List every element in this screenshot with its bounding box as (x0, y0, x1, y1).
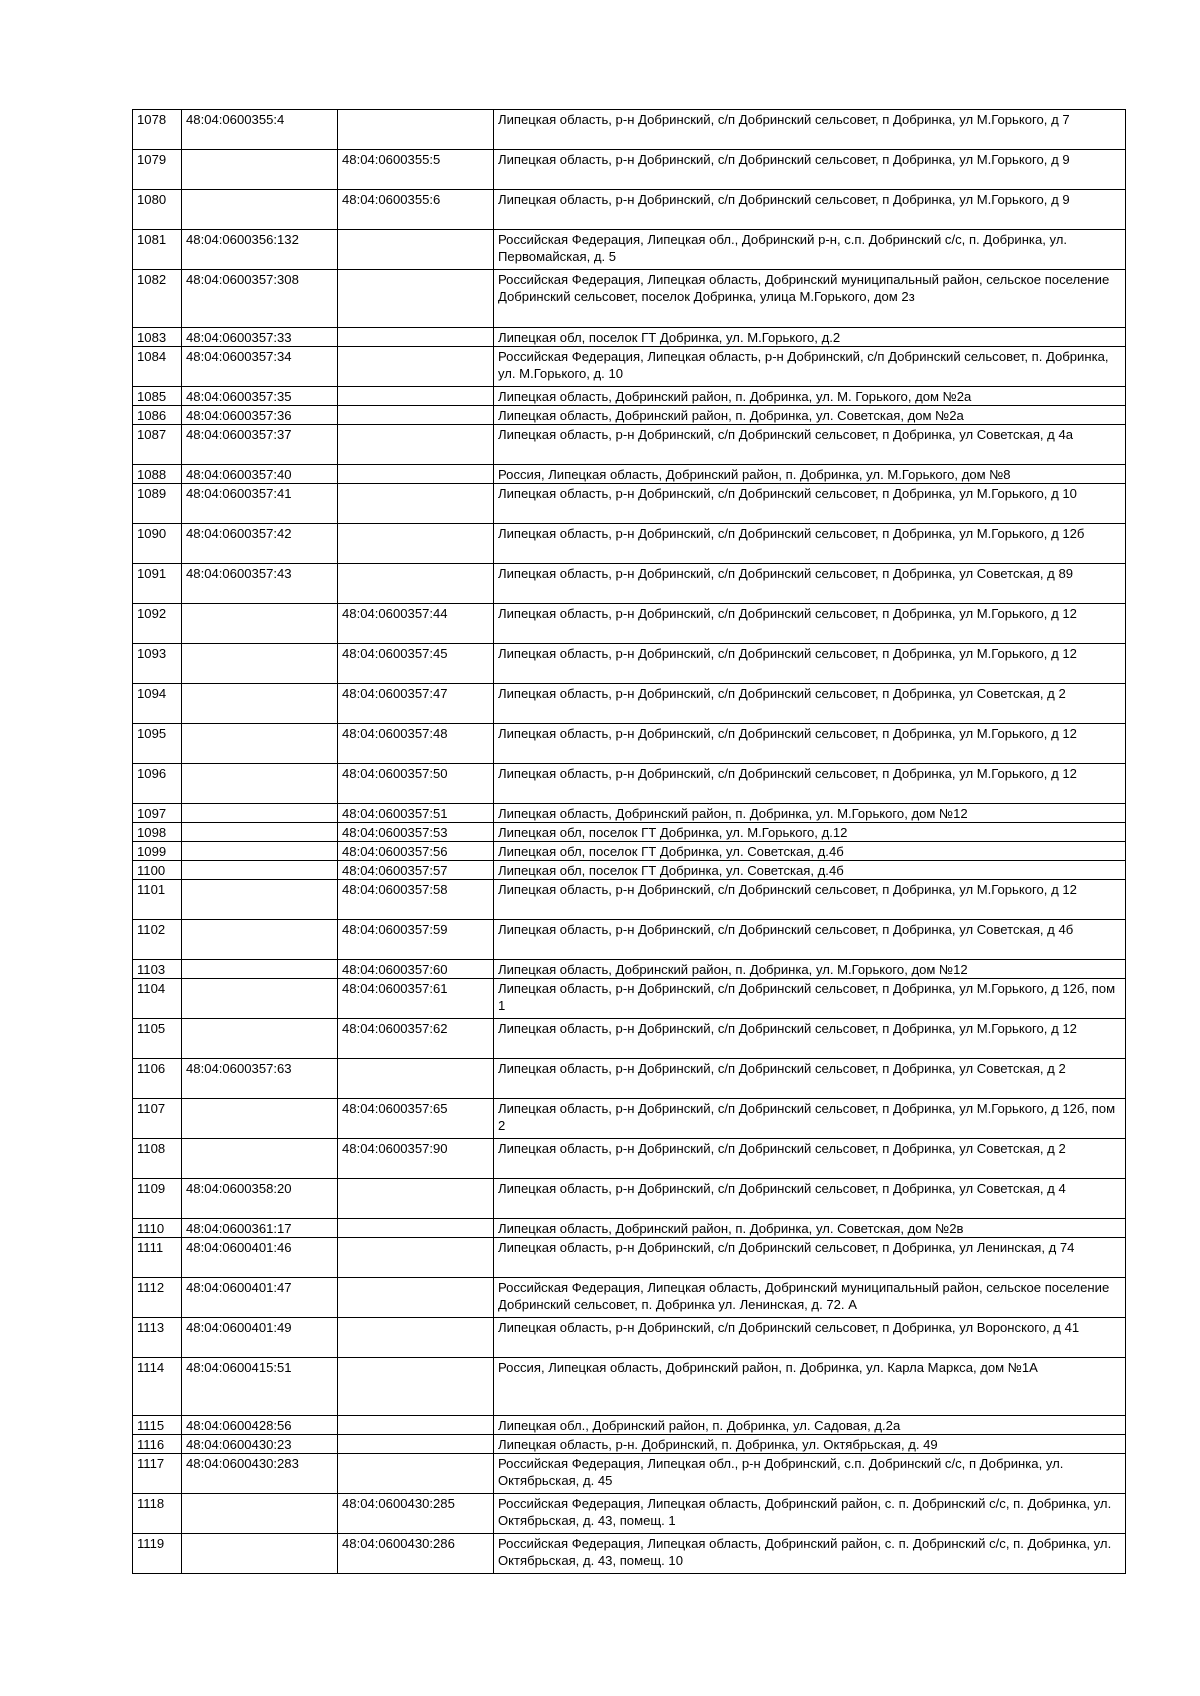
table-row (133, 347, 1126, 387)
linked-cadastral-number-cell (338, 1416, 494, 1435)
linked-cadastral-number-cell (338, 1454, 494, 1494)
cadastral-number-cell (182, 764, 338, 804)
linked-cadastral-number-cell (338, 1435, 494, 1454)
table-row (133, 1278, 1126, 1318)
cadastral-number-cell: 48:04:0600401:47 (182, 1278, 338, 1318)
table-row (133, 1454, 1126, 1494)
cadastral-number-cell (182, 644, 338, 684)
row-number-cell: 1096 (133, 764, 182, 804)
address-cell: Липецкая область, р-н Добринский, с/п Добринский сельсовет, п Добринка, ул М.Горького, д 12 (494, 724, 1126, 764)
address-cell: Российская Федерация, Липецкая область, Добринский муниципальный район, сельское поселение Добринский сельсовет, поселок Добринка, улица М.Горького, дом 2з (494, 270, 1126, 328)
address-cell: Липецкая область, р-н Добринский, с/п Добринский сельсовет, п Добринка, ул Советская, д 2 (494, 1059, 1126, 1099)
cadastral-number-cell: 48:04:0600358:20 (182, 1179, 338, 1219)
linked-cadastral-number-cell (338, 465, 494, 484)
address-cell: Россия, Липецкая область, Добринский район, п. Добринка, ул. Карла Маркса, дом №1А (494, 1358, 1126, 1416)
row-number-cell: 1102 (133, 920, 182, 960)
address-cell: Российская Федерация, Липецкая область, р-н Добринский, с/п Добринский сельсовет, п. Добринка, ул. М.Горького, д. 10 (494, 347, 1126, 387)
cadastral-number-cell (182, 920, 338, 960)
table-row (133, 1179, 1126, 1219)
row-number-cell: 1104 (133, 979, 182, 1019)
address-cell: Липецкая область, р-н Добринский, с/п Добринский сельсовет, п Добринка, ул М.Горького, д 12 (494, 1019, 1126, 1059)
cadastral-number-cell (182, 842, 338, 861)
cadastral-number-cell (182, 823, 338, 842)
cadastral-number-cell: 48:04:0600357:36 (182, 406, 338, 425)
row-number-cell: 1078 (133, 110, 182, 150)
table-row (133, 190, 1126, 230)
linked-cadastral-number-cell: 48:04:0600357:48 (338, 724, 494, 764)
address-cell: Россия, Липецкая область, Добринский район, п. Добринка, ул. М.Горького, дом №8 (494, 465, 1126, 484)
linked-cadastral-number-cell: 48:04:0600430:286 (338, 1534, 494, 1574)
address-cell: Российская Федерация, Липецкая область, Добринский район, с. п. Добринский с/с, п. Добринка, ул. Октябрьская, д. 43, помещ. 1 (494, 1494, 1126, 1534)
linked-cadastral-number-cell: 48:04:0600357:44 (338, 604, 494, 644)
table-row (133, 1494, 1126, 1534)
cadastral-number-cell (182, 724, 338, 764)
table-row (133, 804, 1126, 823)
table-row (133, 406, 1126, 425)
row-number-cell: 1083 (133, 328, 182, 347)
row-number-cell: 1080 (133, 190, 182, 230)
address-cell: Липецкая обл, поселок ГТ Добринка, ул. Советская, д.4б (494, 842, 1126, 861)
row-number-cell: 1091 (133, 564, 182, 604)
row-number-cell: 1090 (133, 524, 182, 564)
linked-cadastral-number-cell (338, 270, 494, 328)
linked-cadastral-number-cell (338, 1318, 494, 1358)
address-cell: Липецкая область, Добринский район, п. Добринка, ул. М. Горького, дом №2а (494, 387, 1126, 406)
linked-cadastral-number-cell: 48:04:0600357:62 (338, 1019, 494, 1059)
table-row (133, 724, 1126, 764)
row-number-cell: 1082 (133, 270, 182, 328)
table-row (133, 425, 1126, 465)
cadastral-number-cell (182, 1494, 338, 1534)
row-number-cell: 1105 (133, 1019, 182, 1059)
row-number-cell: 1095 (133, 724, 182, 764)
linked-cadastral-number-cell: 48:04:0600357:65 (338, 1099, 494, 1139)
row-number-cell: 1112 (133, 1278, 182, 1318)
row-number-cell: 1115 (133, 1416, 182, 1435)
cadastral-number-cell (182, 880, 338, 920)
cadastral-number-cell (182, 861, 338, 880)
row-number-cell: 1100 (133, 861, 182, 880)
row-number-cell: 1087 (133, 425, 182, 465)
linked-cadastral-number-cell (338, 110, 494, 150)
address-cell: Липецкая обл, поселок ГТ Добринка, ул. М.Горького, д.2 (494, 328, 1126, 347)
linked-cadastral-number-cell: 48:04:0600357:50 (338, 764, 494, 804)
registry-table (132, 109, 1126, 1574)
cadastral-number-cell (182, 960, 338, 979)
table-row (133, 1219, 1126, 1238)
cadastral-number-cell: 48:04:0600415:51 (182, 1358, 338, 1416)
table-row (133, 484, 1126, 524)
linked-cadastral-number-cell: 48:04:0600357:57 (338, 861, 494, 880)
cadastral-number-cell: 48:04:0600355:4 (182, 110, 338, 150)
linked-cadastral-number-cell: 48:04:0600357:53 (338, 823, 494, 842)
address-cell: Российская Федерация, Липецкая обл., р-н Добринский, с.п. Добринский с/с, п Добринка, ул. Октябрьская, д. 45 (494, 1454, 1126, 1494)
cadastral-number-cell: 48:04:0600357:37 (182, 425, 338, 465)
linked-cadastral-number-cell: 48:04:0600357:58 (338, 880, 494, 920)
address-cell: Липецкая область, р-н Добринский, с/п Добринский сельсовет, п Добринка, ул М.Горького, д 12б (494, 524, 1126, 564)
linked-cadastral-number-cell (338, 524, 494, 564)
linked-cadastral-number-cell: 48:04:0600355:6 (338, 190, 494, 230)
linked-cadastral-number-cell (338, 1278, 494, 1318)
row-number-cell: 1110 (133, 1219, 182, 1238)
row-number-cell: 1108 (133, 1139, 182, 1179)
table-row (133, 644, 1126, 684)
cadastral-number-cell (182, 804, 338, 823)
table-row (133, 564, 1126, 604)
address-cell: Липецкая область, р-н Добринский, с/п Добринский сельсовет, п Добринка, ул Советская, д 89 (494, 564, 1126, 604)
cadastral-number-cell: 48:04:0600430:23 (182, 1435, 338, 1454)
row-number-cell: 1081 (133, 230, 182, 270)
address-cell: Липецкая область, р-н Добринский, с/п Добринский сельсовет, п Добринка, ул Советская, д 4б (494, 920, 1126, 960)
table-row (133, 524, 1126, 564)
cadastral-number-cell: 48:04:0600357:40 (182, 465, 338, 484)
cadastral-number-cell: 48:04:0600357:33 (182, 328, 338, 347)
linked-cadastral-number-cell: 48:04:0600357:45 (338, 644, 494, 684)
address-cell: Липецкая область, р-н Добринский, с/п Добринский сельсовет, п Добринка, ул Советская, д 4а (494, 425, 1126, 465)
linked-cadastral-number-cell (338, 1179, 494, 1219)
row-number-cell: 1084 (133, 347, 182, 387)
cadastral-number-cell: 48:04:0600357:42 (182, 524, 338, 564)
table-row (133, 861, 1126, 880)
table-row (133, 1139, 1126, 1179)
linked-cadastral-number-cell (338, 230, 494, 270)
address-cell: Липецкая область, р-н Добринский, с/п Добринский сельсовет, п Добринка, ул М.Горького, д 12 (494, 764, 1126, 804)
address-cell: Липецкая область, р-н Добринский, с/п Добринский сельсовет, п Добринка, ул М.Горького, д 12 (494, 644, 1126, 684)
table-row (133, 842, 1126, 861)
row-number-cell: 1111 (133, 1238, 182, 1278)
address-cell: Липецкая область, р-н Добринский, с/п Добринский сельсовет, п Добринка, ул М.Горького, д 12 (494, 880, 1126, 920)
table-row (133, 1019, 1126, 1059)
linked-cadastral-number-cell: 48:04:0600357:90 (338, 1139, 494, 1179)
row-number-cell: 1079 (133, 150, 182, 190)
table-row (133, 465, 1126, 484)
row-number-cell: 1101 (133, 880, 182, 920)
address-cell: Липецкая область, р-н Добринский, с/п Добринский сельсовет, п Добринка, ул Советская, д 2 (494, 1139, 1126, 1179)
cadastral-number-cell: 48:04:0600357:41 (182, 484, 338, 524)
row-number-cell: 1099 (133, 842, 182, 861)
linked-cadastral-number-cell: 48:04:0600357:60 (338, 960, 494, 979)
row-number-cell: 1113 (133, 1318, 182, 1358)
address-cell: Липецкая обл., Добринский район, п. Добринка, ул. Садовая, д.2а (494, 1416, 1126, 1435)
cadastral-number-cell (182, 150, 338, 190)
address-cell: Липецкая область, р-н Добринский, с/п Добринский сельсовет, п Добринка, ул М.Горького, д 10 (494, 484, 1126, 524)
table-row (133, 1435, 1126, 1454)
table-row (133, 920, 1126, 960)
row-number-cell: 1097 (133, 804, 182, 823)
address-cell: Липецкая обл, поселок ГТ Добринка, ул. Советская, д.4б (494, 861, 1126, 880)
row-number-cell: 1089 (133, 484, 182, 524)
table-row (133, 1416, 1126, 1435)
row-number-cell: 1114 (133, 1358, 182, 1416)
table-row (133, 230, 1126, 270)
linked-cadastral-number-cell (338, 484, 494, 524)
row-number-cell: 1116 (133, 1435, 182, 1454)
address-cell: Липецкая область, Добринский район, п. Добринка, ул. Советская, дом №2а (494, 406, 1126, 425)
address-cell: Липецкая область, р-н Добринский, с/п Добринский сельсовет, п Добринка, ул Ленинская, д 74 (494, 1238, 1126, 1278)
row-number-cell: 1098 (133, 823, 182, 842)
row-number-cell: 1086 (133, 406, 182, 425)
linked-cadastral-number-cell (338, 406, 494, 425)
table-row (133, 823, 1126, 842)
linked-cadastral-number-cell: 48:04:0600357:47 (338, 684, 494, 724)
address-cell: Липецкая область, р-н. Добринский, п. Добринка, ул. Октябрьская, д. 49 (494, 1435, 1126, 1454)
address-cell: Липецкая область, Добринский район, п. Добринка, ул. М.Горького, дом №12 (494, 804, 1126, 823)
table-row (133, 979, 1126, 1019)
table-row (133, 150, 1126, 190)
address-cell: Российская Федерация, Липецкая область, Добринский муниципальный район, сельское поселение Добринский сельсовет, п. Добринка ул. Ленинская, д. 72. А (494, 1278, 1126, 1318)
table-row (133, 764, 1126, 804)
row-number-cell: 1119 (133, 1534, 182, 1574)
table-row (133, 1318, 1126, 1358)
cadastral-number-cell: 48:04:0600401:49 (182, 1318, 338, 1358)
address-cell: Липецкая область, р-н Добринский, с/п Добринский сельсовет, п Добринка, ул М.Горького, д 7 (494, 110, 1126, 150)
table-row (133, 1534, 1126, 1574)
cadastral-number-cell: 48:04:0600401:46 (182, 1238, 338, 1278)
row-number-cell: 1088 (133, 465, 182, 484)
table-row (133, 1358, 1126, 1416)
cadastral-number-cell: 48:04:0600361:17 (182, 1219, 338, 1238)
linked-cadastral-number-cell (338, 425, 494, 465)
address-cell: Российская Федерация, Липецкая область, Добринский район, с. п. Добринский с/с, п. Добринка, ул. Октябрьская, д. 43, помещ. 10 (494, 1534, 1126, 1574)
cadastral-number-cell: 48:04:0600356:132 (182, 230, 338, 270)
address-cell: Липецкая обл, поселок ГТ Добринка, ул. М.Горького, д.12 (494, 823, 1126, 842)
cadastral-number-cell (182, 1099, 338, 1139)
cadastral-number-cell: 48:04:0600357:308 (182, 270, 338, 328)
row-number-cell: 1094 (133, 684, 182, 724)
linked-cadastral-number-cell (338, 328, 494, 347)
table-row (133, 387, 1126, 406)
address-cell: Липецкая область, р-н Добринский, с/п Добринский сельсовет, п Добринка, ул М.Горького, д 9 (494, 190, 1126, 230)
linked-cadastral-number-cell (338, 1059, 494, 1099)
row-number-cell: 1092 (133, 604, 182, 644)
table-row (133, 1099, 1126, 1139)
linked-cadastral-number-cell: 48:04:0600357:59 (338, 920, 494, 960)
linked-cadastral-number-cell (338, 347, 494, 387)
cadastral-number-cell: 48:04:0600357:43 (182, 564, 338, 604)
cadastral-number-cell (182, 979, 338, 1019)
table-row (133, 1059, 1126, 1099)
address-cell: Липецкая область, р-н Добринский, с/п Добринский сельсовет, п Добринка, ул Советская, д 4 (494, 1179, 1126, 1219)
address-cell: Российская Федерация, Липецкая обл., Добринский р-н, с.п. Добринский с/с, п. Добринка, ул. Первомайская, д. 5 (494, 230, 1126, 270)
address-cell: Липецкая область, р-н Добринский, с/п Добринский сельсовет, п Добринка, ул М.Горького, д 12 (494, 604, 1126, 644)
row-number-cell: 1118 (133, 1494, 182, 1534)
linked-cadastral-number-cell (338, 564, 494, 604)
cadastral-number-cell (182, 1019, 338, 1059)
linked-cadastral-number-cell: 48:04:0600357:61 (338, 979, 494, 1019)
table-row (133, 110, 1126, 150)
address-cell: Липецкая область, Добринский район, п. Добринка, ул. Советская, дом №2в (494, 1219, 1126, 1238)
address-cell: Липецкая область, р-н Добринский, с/п Добринский сельсовет, п Добринка, ул М.Горького, д 12б, пом 2 (494, 1099, 1126, 1139)
linked-cadastral-number-cell: 48:04:0600355:5 (338, 150, 494, 190)
address-cell: Липецкая область, р-н Добринский, с/п Добринский сельсовет, п Добринка, ул Советская, д 2 (494, 684, 1126, 724)
row-number-cell: 1103 (133, 960, 182, 979)
cadastral-number-cell (182, 604, 338, 644)
cadastral-number-cell: 48:04:0600357:63 (182, 1059, 338, 1099)
row-number-cell: 1106 (133, 1059, 182, 1099)
cadastral-number-cell (182, 1534, 338, 1574)
table-row (133, 270, 1126, 328)
linked-cadastral-number-cell: 48:04:0600357:51 (338, 804, 494, 823)
address-cell: Липецкая область, р-н Добринский, с/п Добринский сельсовет, п Добринка, ул Воронского, д 41 (494, 1318, 1126, 1358)
row-number-cell: 1117 (133, 1454, 182, 1494)
cadastral-number-cell (182, 684, 338, 724)
table-row (133, 880, 1126, 920)
cadastral-number-cell: 48:04:0600430:283 (182, 1454, 338, 1494)
address-cell: Липецкая область, р-н Добринский, с/п Добринский сельсовет, п Добринка, ул М.Горького, д 9 (494, 150, 1126, 190)
row-number-cell: 1109 (133, 1179, 182, 1219)
cadastral-number-cell: 48:04:0600357:35 (182, 387, 338, 406)
table-row (133, 960, 1126, 979)
address-cell: Липецкая область, р-н Добринский, с/п Добринский сельсовет, п Добринка, ул М.Горького, д 12б, пом 1 (494, 979, 1126, 1019)
table-row (133, 684, 1126, 724)
linked-cadastral-number-cell (338, 387, 494, 406)
cadastral-number-cell (182, 190, 338, 230)
table-row (133, 604, 1126, 644)
linked-cadastral-number-cell (338, 1238, 494, 1278)
registry-table-body (133, 110, 1126, 1574)
cadastral-number-cell: 48:04:0600357:34 (182, 347, 338, 387)
table-row (133, 1238, 1126, 1278)
table-row (133, 328, 1126, 347)
linked-cadastral-number-cell (338, 1358, 494, 1416)
address-cell: Липецкая область, Добринский район, п. Добринка, ул. М.Горького, дом №12 (494, 960, 1126, 979)
row-number-cell: 1107 (133, 1099, 182, 1139)
linked-cadastral-number-cell: 48:04:0600430:285 (338, 1494, 494, 1534)
cadastral-number-cell (182, 1139, 338, 1179)
linked-cadastral-number-cell: 48:04:0600357:56 (338, 842, 494, 861)
linked-cadastral-number-cell (338, 1219, 494, 1238)
row-number-cell: 1093 (133, 644, 182, 684)
cadastral-number-cell: 48:04:0600428:56 (182, 1416, 338, 1435)
row-number-cell: 1085 (133, 387, 182, 406)
